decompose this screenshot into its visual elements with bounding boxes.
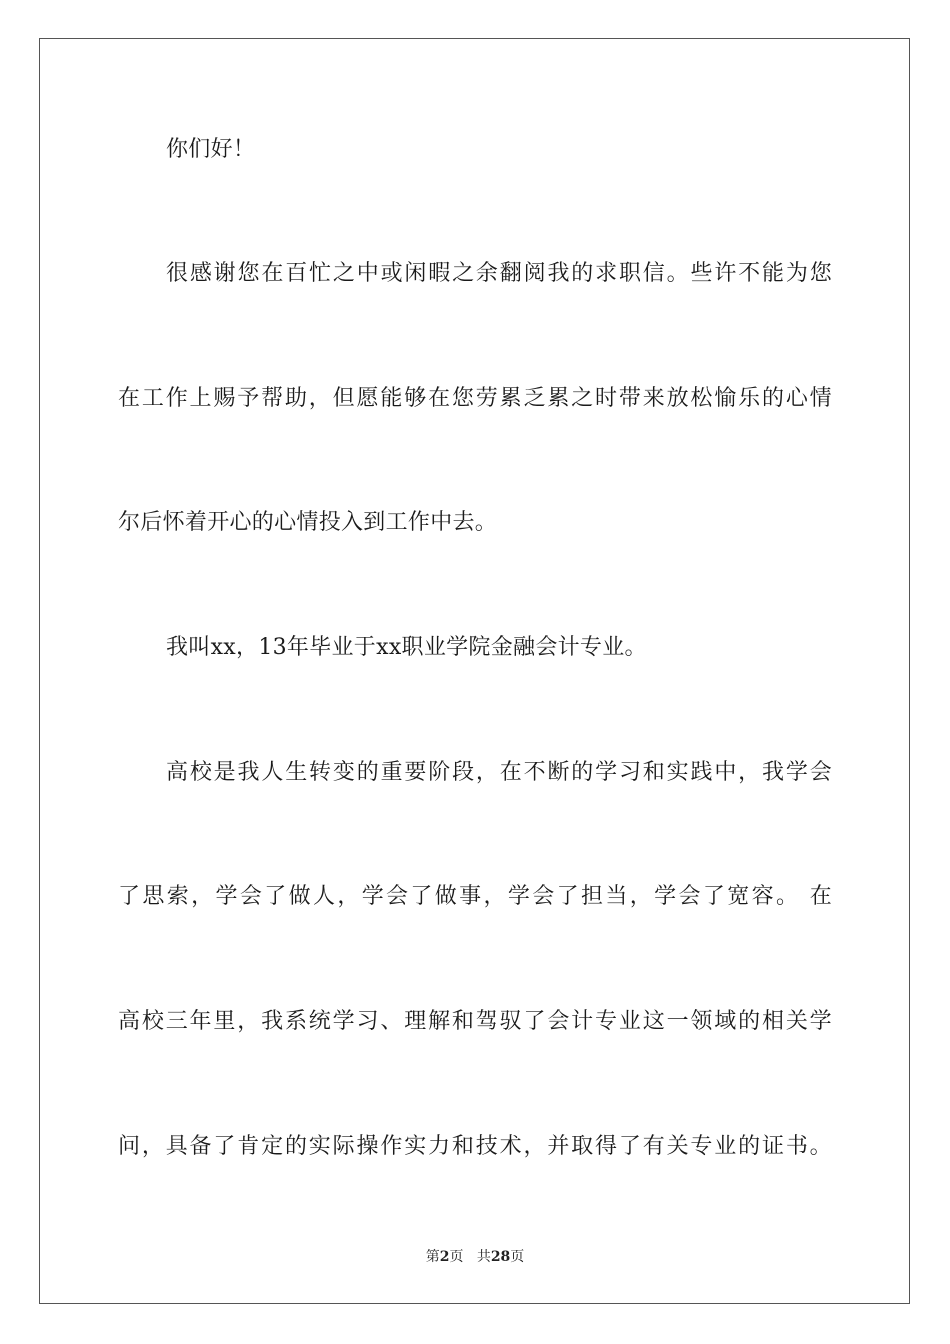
total-prefix: 共 <box>476 1249 491 1265</box>
paragraph-line: 在工作上赐予帮助，但愿能够在您劳累乏累之时带来放松愉乐的心情 <box>118 386 832 411</box>
page-suffix: 页 <box>449 1249 464 1265</box>
total-pages: 28 <box>490 1249 511 1265</box>
page-footer <box>0 1248 950 1266</box>
paragraph-line: 问，具备了肯定的实际操作实力和技术，并取得了有关专业的证书。 <box>118 1134 832 1159</box>
paragraph-line: 了思索，学会了做人，学会了做事，学会了担当，学会了宽容。 在 <box>118 884 832 909</box>
paragraph-line: 很感谢您在百忙之中或闲暇之余翻阅我的求职信。些许不能为您 <box>166 261 832 286</box>
page-prefix: 第 <box>425 1249 440 1265</box>
paragraph-line: 尔后怀着开心的心情投入到工作中去。 <box>118 510 498 535</box>
page-number: 2 <box>439 1249 450 1265</box>
paragraph-line: 高校三年里，我系统学习、理解和驾驭了会计专业这一领域的相关学 <box>118 1009 832 1034</box>
page-border <box>39 38 910 1304</box>
paragraph-line: 我叫xx，13年毕业于xx职业学院金融会计专业。 <box>166 635 647 660</box>
total-suffix: 页 <box>510 1249 525 1265</box>
greeting-line: 你们好！ <box>166 137 256 162</box>
paragraph-line: 高校是我人生转变的重要阶段，在不断的学习和实践中，我学会 <box>166 760 832 785</box>
